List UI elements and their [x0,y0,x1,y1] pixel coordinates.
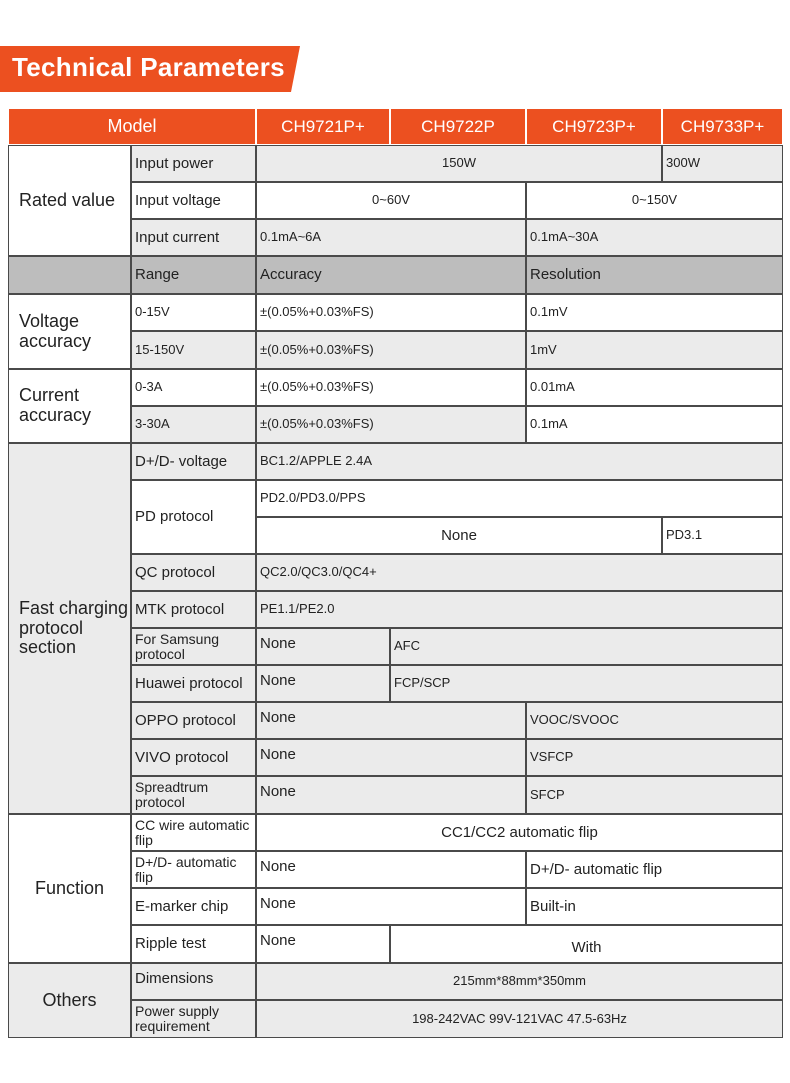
header-model-2: CH9722P [390,108,526,145]
samsung-none: None [256,628,390,665]
current-resolution-1: 0.01mA [526,369,783,406]
header-model: Model [8,108,256,145]
vivo-none: None [256,739,526,776]
power-supply-label: Power supply requirement [131,1000,256,1038]
rated-value-label: Rated value [8,145,131,256]
dpdm-flip-value: D+/D- automatic flip [526,851,783,888]
dpdm-voltage-label: D+/D- voltage [131,443,256,480]
cc-flip-value: CC1/CC2 automatic flip [256,814,783,851]
samsung-protocol-label: For Samsung protocol [131,628,256,665]
others-label: Others [8,963,131,1038]
voltage-accuracy-1: ±(0.05%+0.03%FS) [256,294,526,331]
function-label: Function [8,814,131,963]
accuracy-header: Accuracy [256,256,526,294]
current-resolution-2: 0.1mA [526,406,783,443]
current-accuracy-label: Current accuracy [8,369,131,443]
emarker-label: E-marker chip [131,888,256,925]
mtk-protocol-label: MTK protocol [131,591,256,628]
dimensions-label: Dimensions [131,963,256,1000]
accuracy-header-blank [8,256,131,294]
dpdm-flip-label: D+/D- automatic flip [131,851,256,888]
input-voltage-value: 0~60V [256,182,526,219]
ripple-with: With [390,925,783,963]
emarker-builtin: Built-in [526,888,783,925]
mtk-protocol-value: PE1.1/PE2.0 [256,591,783,628]
qc-protocol-label: QC protocol [131,554,256,591]
input-current-value-2: 0.1mA~30A [526,219,783,256]
dimensions-value: 215mm*88mm*350mm [256,963,783,1000]
range-header: Range [131,256,256,294]
spreadtrum-protocol-label: Spreadtrum protocol [131,776,256,814]
ripple-none: None [256,925,390,963]
power-supply-value: 198-242VAC 99V-121VAC 47.5-63Hz [256,1000,783,1038]
huawei-none: None [256,665,390,702]
samsung-afc: AFC [390,628,783,665]
vivo-vsfcp: VSFCP [526,739,783,776]
header-model-4: CH9733P+ [662,108,783,145]
pd-protocol-none: None [256,517,662,554]
huawei-protocol-label: Huawei protocol [131,665,256,702]
voltage-accuracy-label: Voltage accuracy [8,294,131,369]
vivo-protocol-label: VIVO protocol [131,739,256,776]
emarker-none: None [256,888,526,925]
voltage-range-2: 15-150V [131,331,256,369]
dpdm-flip-none: None [256,851,526,888]
voltage-range-1: 0-15V [131,294,256,331]
dpdm-voltage-value: BC1.2/APPLE 2.4A [256,443,783,480]
voltage-resolution-1: 0.1mV [526,294,783,331]
input-voltage-label: Input voltage [131,182,256,219]
input-voltage-value-2: 0~150V [526,182,783,219]
current-accuracy-2: ±(0.05%+0.03%FS) [256,406,526,443]
ripple-test-label: Ripple test [131,925,256,963]
spreadtrum-sfcp: SFCP [526,776,783,814]
spreadtrum-none: None [256,776,526,814]
input-power-label: Input power [131,145,256,182]
current-range-2: 3-30A [131,406,256,443]
input-current-value: 0.1mA~6A [256,219,526,256]
header-model-1: CH9721P+ [256,108,390,145]
page-title: Technical Parameters [12,52,285,82]
input-power-value: 150W [256,145,662,182]
oppo-protocol-label: OPPO protocol [131,702,256,739]
pd-protocol-value: PD2.0/PD3.0/PPS [256,480,783,517]
oppo-none: None [256,702,526,739]
input-power-value-2: 300W [662,145,783,182]
pd-protocol-pd31: PD3.1 [662,517,783,554]
fast-charging-label: Fast charging protocol section [8,443,131,814]
header-model-3: CH9723P+ [526,108,662,145]
qc-protocol-value: QC2.0/QC3.0/QC4+ [256,554,783,591]
oppo-vooc: VOOC/SVOOC [526,702,783,739]
resolution-header: Resolution [526,256,783,294]
voltage-resolution-2: 1mV [526,331,783,369]
cc-flip-label: CC wire automatic flip [131,814,256,851]
current-range-1: 0-3A [131,369,256,406]
voltage-accuracy-2: ±(0.05%+0.03%FS) [256,331,526,369]
huawei-fcp-scp: FCP/SCP [390,665,783,702]
pd-protocol-label: PD protocol [131,480,256,554]
input-current-label: Input current [131,219,256,256]
current-accuracy-1: ±(0.05%+0.03%FS) [256,369,526,406]
